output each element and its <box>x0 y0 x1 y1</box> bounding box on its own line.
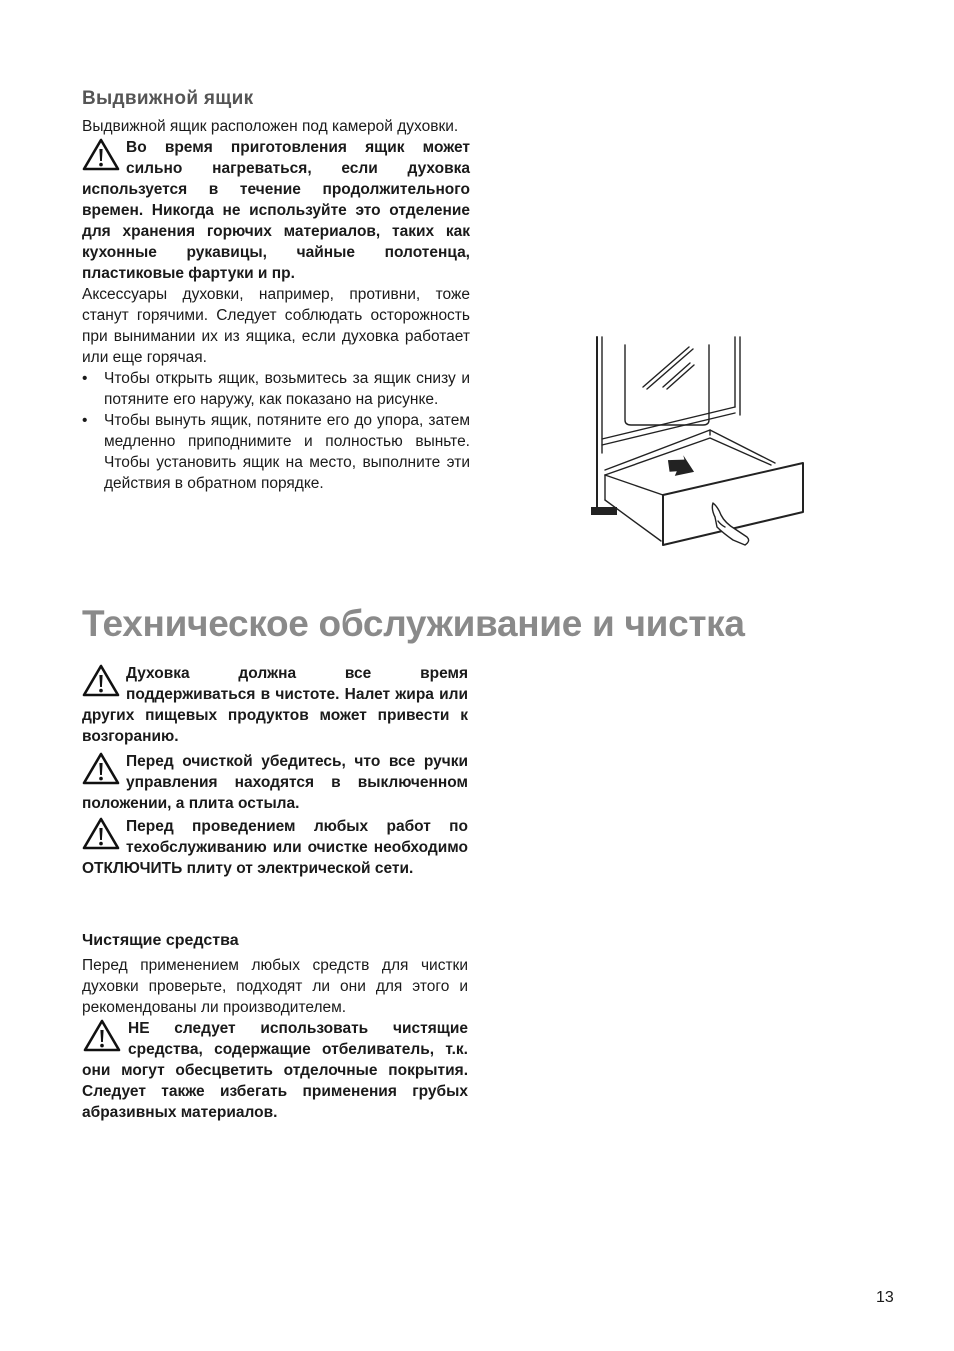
cleaning-warning <box>82 1018 468 1123</box>
warning-icon <box>82 1018 126 1054</box>
warning-icon <box>82 137 124 173</box>
page-number: 13 <box>876 1289 894 1306</box>
drawer-instructions-list <box>82 368 470 494</box>
drawer-warning-text: Во время приготовления ящик может сильно нагреваться, если духовка используется в течение продолжительного времен. Никогда не используйте это отделение для хранения горючих материалов, таких как кухонные рукавицы, чайные полотенца, пластиковые фартуки и пр. <box>82 139 470 282</box>
maintenance-warnings <box>82 663 468 879</box>
list-item <box>82 368 470 410</box>
cleaning-intro: Перед применением любых средств для чистки духовки проверьте, подходят ли они для этого и рекомендованы ли производителем. <box>82 957 468 1016</box>
maintenance-warning-1 <box>82 663 468 747</box>
list-item <box>82 410 470 494</box>
maintenance-warning-3 <box>82 816 468 879</box>
cleaning-heading: Чистящие средства <box>82 932 239 949</box>
cleaning-text-block <box>82 955 468 1123</box>
list-item-text: Чтобы открыть ящик, возьмитесь за ящик снизу и потяните его наружу, как показано на рисунке. <box>104 370 470 408</box>
bullet-glyph: • <box>82 412 88 429</box>
warning-text: Перед проведением любых работ по техобслуживанию или очистке необходимо ОТКЛЮЧИТЬ плиту от электрической сети. <box>82 818 468 877</box>
warning-text: Перед очисткой убедитесь, что все ручки управления находятся в выключенном положении, а плита остыла. <box>82 753 468 812</box>
drawer-note: Аксессуары духовки, например, противни, тоже станут горячими. Следует соблюдать осторожность при вынимании их из ящика, если духовка работает или еще горячая. <box>82 286 470 366</box>
bullet-glyph: • <box>82 370 88 387</box>
warning-text: Духовка должна все время поддерживаться в чистоте. Налет жира или других пищевых продуктов может привести к возгоранию. <box>82 665 468 745</box>
page-title: Техническое обслуживание и чистка <box>82 603 745 644</box>
oven-drawer-illustration <box>585 335 810 555</box>
warning-icon <box>82 663 124 699</box>
warning-icon <box>82 751 124 787</box>
list-item-text: Чтобы вынуть ящик, потяните его до упора, затем медленно приподнимите и полностью выньте. Чтобы установить ящик на место, выполните эти действия в обратном порядке. <box>104 412 470 492</box>
drawer-intro: Выдвижной ящик расположен под камерой духовки. <box>82 118 459 135</box>
maintenance-warning-2 <box>82 751 468 814</box>
warning-icon <box>82 816 124 852</box>
drawer-warning <box>82 137 470 284</box>
drawer-text-block <box>82 116 470 494</box>
cleaning-warning-text: НЕ следует использовать чистящие средства, содержащие отбеливатель, т.к. они могут обесцветить отделочные покрытия. Следует также избегать применения грубых абразивных материалов. <box>82 1020 468 1121</box>
drawer-heading: Выдвижной ящик <box>82 88 254 109</box>
